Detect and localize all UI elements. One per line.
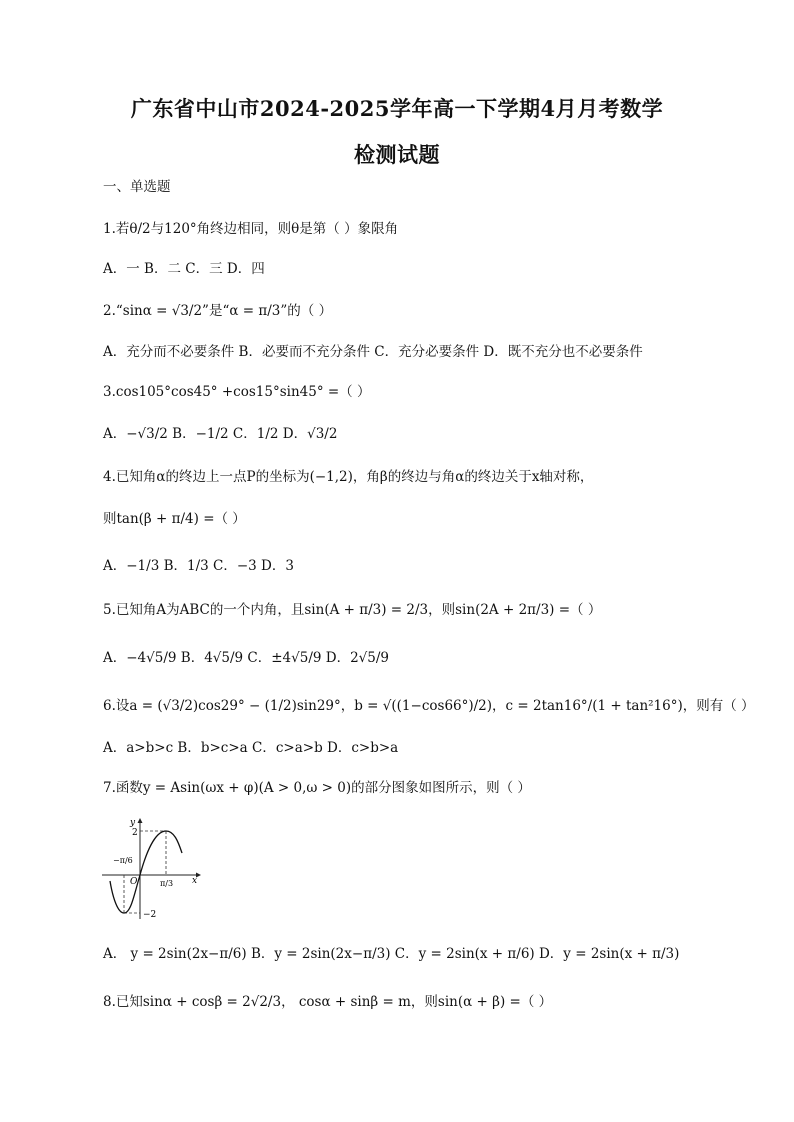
question-7-options: A． y = 2sin(2x−π/6) B．y = 2sin(2x−π/3) C．y = 2sin(x + π/6) D．y = 2sin(x + π/3) <box>103 946 680 962</box>
graph-y-axis-label: y <box>130 818 136 828</box>
graph-y-min-label: −2 <box>143 910 157 920</box>
section-heading: 一、单选题 <box>103 179 171 195</box>
document-title-line1: 广东省中山市2024-2025学年高一下学期4月月考数学 <box>130 96 664 121</box>
question-8-stem: 8.已知sinα + cosβ = 2√2/3， cosα + sinβ = m，则sin(α + β) =（ ） <box>103 994 553 1010</box>
question-5-stem: 5.已知角A为ABC的一个内角，且sin(A + π/3) = 2/3，则sin(2A + 2π/3) =（ ） <box>103 602 602 618</box>
graph-x-left-label: −π/6 <box>113 856 133 865</box>
graph-sine-curve <box>110 831 182 913</box>
question-5-options: A．−4√5/9 B．4√5/9 C．±4√5/9 D．2√5/9 <box>103 650 389 666</box>
document-title-line2: 检测试题 <box>354 142 440 167</box>
graph-y-arrow <box>138 818 143 823</box>
graph-x-right-label: π/3 <box>160 879 174 888</box>
question-4-stem-continued: 则tan(β + π/4) =（ ） <box>103 511 246 527</box>
question-1-stem: 1.若θ/2与120°角终边相同，则θ是第（ ）象限角 <box>103 221 399 237</box>
question-2-stem: 2.“sinα = √3/2”是“α = π/3”的（ ） <box>103 303 333 319</box>
question-4-options: A．−1/3 B．1/3 C．−3 D．3 <box>103 558 294 574</box>
graph-origin-label: O <box>130 877 138 887</box>
question-7-sine-graph <box>100 815 210 923</box>
question-1-options: A．一 B．二 C．三 D．四 <box>103 261 265 277</box>
question-2-options: A．充分而不必要条件 B．必要而不充分条件 C．充分必要条件 D．既不充分也不必要条件 <box>103 344 643 360</box>
question-7-stem: 7.函数y = Asin(ωx + φ)(A > 0,ω > 0)的部分图象如图所示，则（ ） <box>103 780 531 796</box>
graph-y-max-label: 2 <box>132 828 138 838</box>
question-3-options: A．−√3/2 B．−1/2 C．1/2 D．√3/2 <box>103 426 338 442</box>
graph-x-axis-label: x <box>192 876 198 886</box>
question-4-stem: 4.已知角α的终边上一点P的坐标为(−1,2)，角β的终边与角α的终边关于x轴对称， <box>103 469 594 485</box>
question-3-stem: 3.cos105°cos45° +cos15°sin45° =（ ） <box>103 384 371 400</box>
question-6-options: A．a>b>c B．b>c>a C．c>a>b D．c>b>a <box>103 740 399 756</box>
question-6-stem: 6.设a = (√3/2)cos29° − (1/2)sin29°，b = √((1−cos66°)/2)，c = 2tan16°/(1 + tan²16°)，则有（ ） <box>103 698 755 714</box>
